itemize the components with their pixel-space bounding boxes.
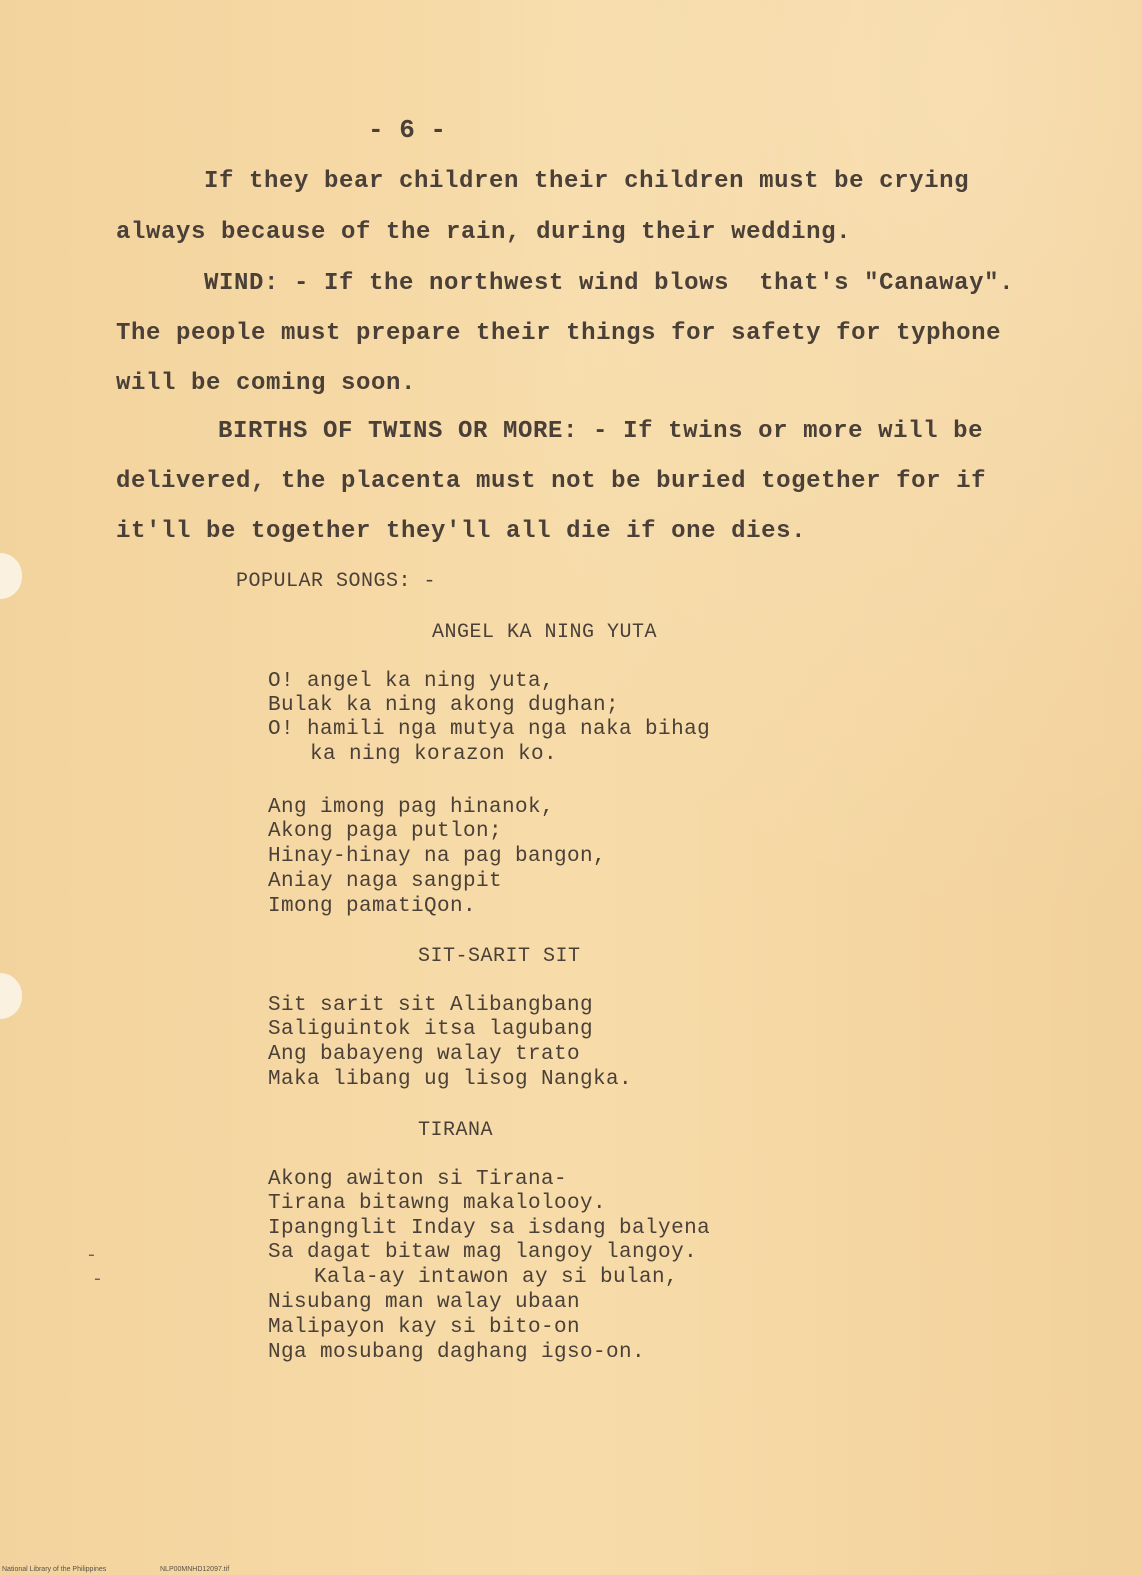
song-line: O! angel ka ning yuta, [268, 670, 555, 693]
punch-hole [0, 553, 22, 599]
song-line: ka ning korazon ko. [310, 743, 558, 766]
song-line: Malipayon kay si bito-on [268, 1316, 581, 1339]
song-line: Aniay naga sangpit [268, 870, 503, 893]
paragraph-line: will be coming soon. [116, 370, 417, 397]
page-number: - 6 - [368, 115, 447, 145]
song-line: Nga mosubang daghang igso-on. [268, 1341, 646, 1364]
song-line: Tirana bitawng makalolooy. [268, 1192, 607, 1215]
paragraph-line: always because of the rain, during their wedding. [116, 219, 852, 246]
section-label: POPULAR SONGS: - [236, 570, 437, 593]
song-line: Ang babayeng walay trato [268, 1043, 581, 1066]
song-title: SIT-SARIT SIT [418, 945, 581, 968]
song-line: O! hamili nga mutya nga naka bihag [268, 718, 711, 741]
song-line: Saliguintok itsa lagubang [268, 1018, 594, 1041]
song-line: Imong pamatiQon. [268, 895, 477, 918]
paragraph-line: WIND: - If the northwest wind blows that's "Canaway". [204, 270, 1015, 297]
song-line: Hinay-hinay na pag bangon, [268, 845, 607, 868]
paragraph-line: If they bear children their children must be crying [204, 168, 970, 195]
punch-hole [0, 973, 22, 1019]
margin-mark: - [86, 1246, 97, 1266]
paragraph-line: delivered, the placenta must not be buried together for if [116, 468, 987, 495]
song-line: Sit sarit sit Alibangbang [268, 994, 594, 1017]
song-line: Kala-ay intawon ay si bulan, [314, 1266, 679, 1289]
paragraph-line: The people must prepare their things for safety for typhone [116, 320, 1002, 347]
song-line: Akong paga putlon; [268, 820, 503, 843]
song-line: Nisubang man walay ubaan [268, 1291, 581, 1314]
margin-mark: - [92, 1270, 103, 1290]
song-line: Ang imong pag hinanok, [268, 796, 555, 819]
song-line: Akong awiton si Tirana- [268, 1168, 568, 1191]
footer-file: NLP00MNHD12097.tif [160, 1566, 230, 1573]
song-line: Sa dagat bitaw mag langoy langoy. [268, 1241, 698, 1264]
footer-library: National Library of the Philippines [2, 1566, 107, 1573]
paragraph-line: BIRTHS OF TWINS OR MORE: - If twins or more will be [218, 418, 984, 445]
song-line: Ipangnglit Inday sa isdang balyena [268, 1217, 711, 1240]
song-title: TIRANA [418, 1119, 494, 1142]
song-title: ANGEL KA NING YUTA [432, 621, 658, 644]
paragraph-line: it'll be together they'll all die if one dies. [116, 518, 807, 545]
song-line: Bulak ka ning akong dughan; [268, 694, 620, 717]
song-line: Maka libang ug lisog Nangka. [268, 1068, 633, 1091]
